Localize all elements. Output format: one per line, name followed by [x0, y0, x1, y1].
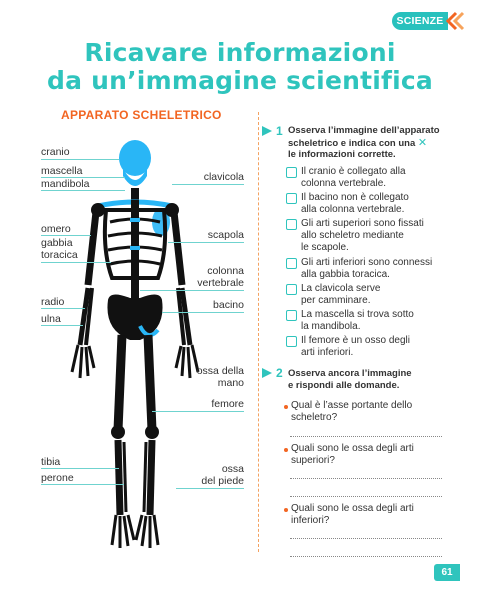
- checkbox-7[interactable]: [286, 336, 297, 347]
- leader-omero: [41, 235, 91, 236]
- label-clavicola: clavicola: [203, 171, 244, 183]
- label-radio: radio: [41, 296, 65, 308]
- question-2-line-1: Quali sono le ossa degli arti: [291, 443, 414, 454]
- subject-tag: SCIENZE: [392, 12, 448, 30]
- label-omero: omero: [41, 223, 71, 235]
- option-6-line-1: La mascella si trova sotto: [301, 309, 414, 320]
- exercise-2-number: 2: [276, 366, 283, 380]
- label-tibia: tibia: [41, 456, 61, 468]
- label-scapola: scapola: [207, 229, 244, 241]
- label-ossa-mano-2: mano: [217, 377, 244, 389]
- label-perone: perone: [41, 472, 74, 484]
- leader-ulna: [41, 325, 83, 326]
- option-6-line-2: la mandibola.: [301, 321, 361, 332]
- leader-tibia: [41, 468, 119, 469]
- answer-line[interactable]: [290, 538, 442, 539]
- label-mascella: mascella: [41, 165, 83, 177]
- question-1-line-1: Qual è l’asse portante dello: [291, 400, 413, 411]
- label-cranio: cranio: [41, 146, 70, 158]
- option-5-line-2: per camminare.: [301, 295, 371, 306]
- page-title-line-2: da un’immagine scientifica: [47, 66, 433, 95]
- option-7-line-2: arti inferiori.: [301, 347, 354, 358]
- exercise-1-number: 1: [276, 124, 283, 138]
- bullet-icon: [284, 405, 288, 409]
- option-1-line-2: colonna vertebrale.: [301, 178, 387, 189]
- arrow-icon: [262, 368, 276, 378]
- label-ulna: ulna: [41, 313, 61, 325]
- leader-perone: [41, 484, 124, 485]
- exercise-2-instruction-1: Osserva ancora l’immagine: [288, 368, 412, 379]
- answer-line[interactable]: [290, 556, 442, 557]
- cross-mark-icon: ✕: [417, 137, 428, 149]
- page-number: 61: [434, 564, 460, 581]
- label-ossa-mano-1: ossa della: [196, 365, 244, 377]
- checkbox-6[interactable]: [286, 310, 297, 321]
- leader-gabbia: [41, 262, 111, 263]
- leader-scapola: [168, 242, 244, 243]
- option-3-line-3: le scapole.: [301, 242, 349, 253]
- option-4-line-2: alla gabbia toracica.: [301, 269, 390, 280]
- bullet-icon: [284, 508, 288, 512]
- checkbox-5[interactable]: [286, 284, 297, 295]
- label-gabbia-2: toracica: [41, 249, 78, 261]
- option-3-line-2: allo scheletro mediante: [301, 230, 404, 241]
- exercise-2-instruction-2: e rispondi alle domande.: [288, 380, 400, 391]
- leader-cranio: [41, 159, 119, 160]
- option-2-line-2: alla colonna vertebrale.: [301, 204, 405, 215]
- label-bacino: bacino: [213, 299, 244, 311]
- label-colonna-2: vertebrale: [197, 277, 244, 289]
- checkbox-1[interactable]: [286, 167, 297, 178]
- question-2-line-2: superiori?: [291, 455, 335, 466]
- leader-femore: [152, 411, 244, 412]
- leader-mandibola: [41, 190, 125, 191]
- option-3-line-1: Gli arti superiori sono fissati: [301, 218, 424, 229]
- question-3-line-2: inferiori?: [291, 515, 330, 526]
- exercise-1-instruction-2-text: scheletrico e indica con una: [288, 138, 416, 149]
- label-colonna-1: colonna: [207, 265, 244, 277]
- leader-clavicola: [172, 184, 244, 185]
- label-gabbia-1: gabbia: [41, 237, 73, 249]
- label-mandibola: mandibola: [41, 178, 90, 190]
- option-4-line-1: Gli arti inferiori sono connessi: [301, 257, 433, 268]
- answer-line[interactable]: [290, 496, 442, 497]
- label-ossa-piede-1: ossa: [221, 463, 244, 475]
- question-3-line-1: Quali sono le ossa degli arti: [291, 503, 414, 514]
- arrow-icon: [262, 126, 276, 136]
- question-1-line-2: scheletro?: [291, 412, 338, 423]
- exercise-1-instruction-1: Osserva l’immagine dell’apparato: [288, 125, 440, 136]
- leader-colonna: [140, 290, 244, 291]
- checkbox-2[interactable]: [286, 193, 297, 204]
- column-divider: [258, 112, 259, 552]
- answer-line[interactable]: [290, 478, 442, 479]
- section-heading: APPARATO SCHELETRICO: [61, 108, 222, 122]
- checkbox-3[interactable]: [286, 219, 297, 230]
- checkbox-4[interactable]: [286, 258, 297, 269]
- leader-bacino: [162, 312, 244, 313]
- label-femore: femore: [211, 398, 244, 410]
- page-title-line-1: Ricavare informazioni: [84, 38, 396, 67]
- leader-radio: [41, 308, 85, 309]
- option-2-line-1: Il bacino non è collegato: [301, 192, 409, 203]
- option-7-line-1: Il femore è un osso degli: [301, 335, 410, 346]
- option-5-line-1: La clavicola serve: [301, 283, 381, 294]
- chevrons-icon: [446, 11, 468, 31]
- answer-line[interactable]: [290, 436, 442, 437]
- leader-ossa-piede: [176, 488, 244, 489]
- bullet-icon: [284, 448, 288, 452]
- exercise-1-instruction-3: le informazioni corrette.: [288, 149, 396, 160]
- label-ossa-piede-2: del piede: [201, 475, 244, 487]
- option-1-line-1: Il cranio è collegato alla: [301, 166, 406, 177]
